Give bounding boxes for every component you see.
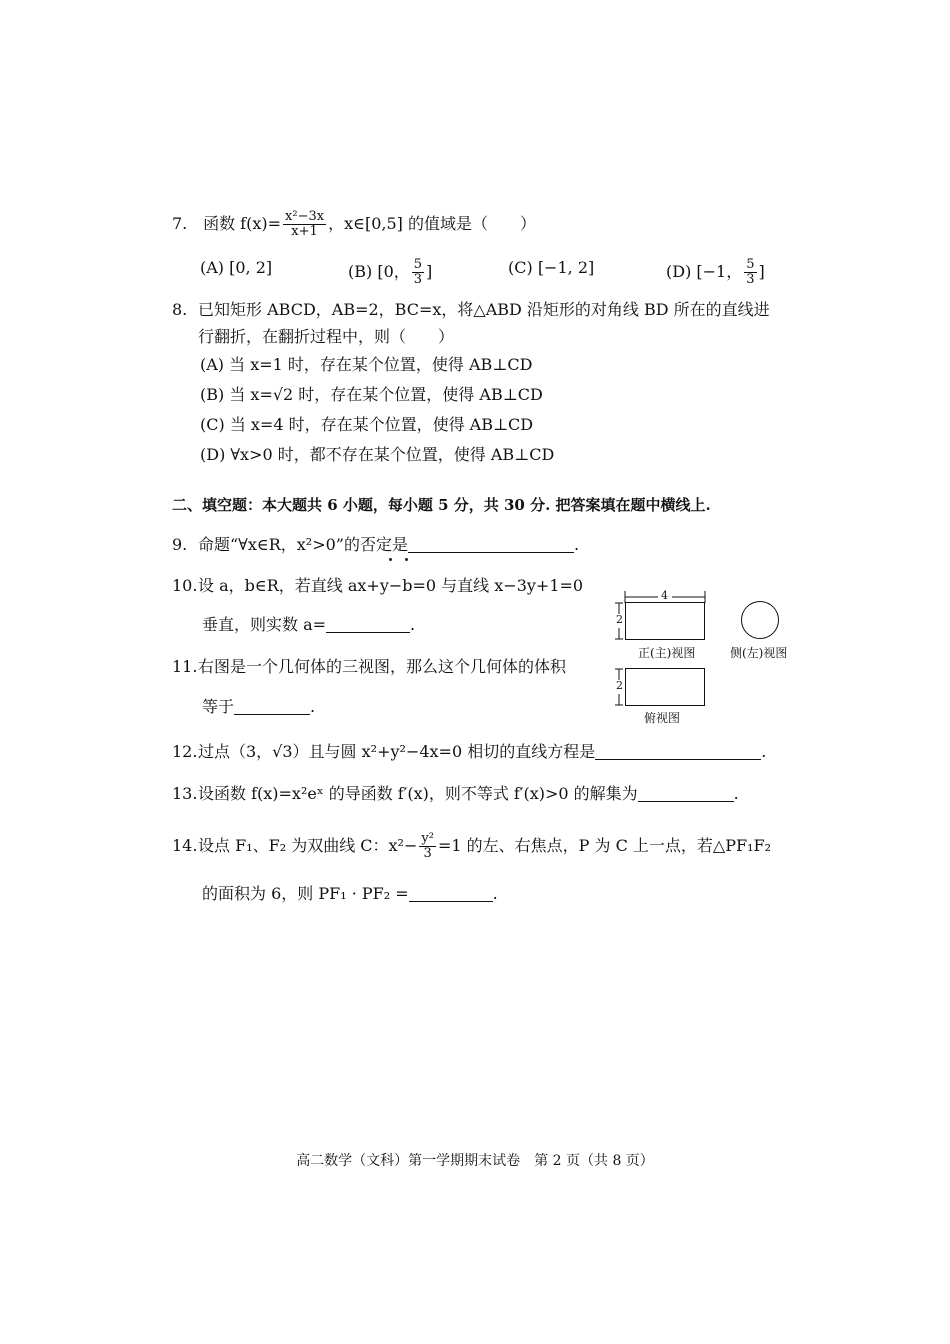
q7-prefix: 函数 f(x)= <box>203 214 282 233</box>
q10-line2-text: 垂直，则实数 a= <box>202 615 327 634</box>
q7-d-fraction <box>744 258 756 287</box>
q10-end: . <box>410 615 416 634</box>
question-number: 10. <box>172 576 198 595</box>
q13-end: . <box>733 784 739 803</box>
answer-blank[interactable] <box>409 885 493 902</box>
q10-line1: 设 a，b∈R，若直线 ax+y−b=0 与直线 x−3y+1=0 <box>198 576 584 595</box>
q13-text: 设函数 f(x)=x²eˣ 的导函数 f′(x)，则不等式 f′(x)>0 的解集为 <box>198 784 638 803</box>
question-number: 14. <box>172 836 198 855</box>
q8-option-c: (C) 当 x=4 时，存在某个位置，使得 AB⊥CD <box>200 415 534 434</box>
q7-fraction <box>283 210 326 239</box>
q8-option-a: (A) 当 x=1 时，存在某个位置，使得 AB⊥CD <box>200 355 533 374</box>
section-heading: 二、填空题：本大题共 6 小题，每小题 5 分，共 30 分. 把答案填在题中横线上. <box>172 496 711 514</box>
q7-b-num: 5 <box>413 257 423 272</box>
emphasis-dot <box>389 558 392 561</box>
q11-line1: 右图是一个几何体的三视图，那么这个几何体的体积 <box>198 657 567 676</box>
q14-fraction <box>419 832 436 861</box>
q12-end: . <box>761 742 767 761</box>
question-8 <box>172 300 770 320</box>
q8-option-b: (B) 当 x=√2 时，存在某个位置，使得 AB⊥CD <box>200 385 543 404</box>
question-number: 11. <box>172 657 198 676</box>
top-view-rectangle <box>625 668 705 706</box>
q8-line2: 行翻折，在翻折过程中，则（ ） <box>198 327 455 346</box>
q7-b-fraction <box>412 258 424 287</box>
q7-option-d <box>666 258 765 287</box>
q7-option-b <box>348 258 432 287</box>
q14-end: . <box>492 884 498 903</box>
question-11 <box>172 657 566 677</box>
answer-blank[interactable] <box>638 785 734 802</box>
q7-d-num: 5 <box>746 257 755 272</box>
q14-line2 <box>202 884 498 904</box>
q9-end: . <box>573 535 580 554</box>
top-view-label: 俯视图 <box>644 711 681 725</box>
side-view-label: 侧(左)视图 <box>730 646 788 660</box>
question-13 <box>172 784 739 804</box>
three-view-figure <box>612 588 812 728</box>
emphasis-dot <box>405 558 408 561</box>
q14-pre: 设点 F₁、F₂ 为双曲线 C：x²− <box>198 836 418 855</box>
question-12 <box>172 742 766 762</box>
q11-line2-text: 等于 <box>202 697 235 716</box>
question-number: 12. <box>172 742 198 761</box>
q8-option-d: (D) ∀x>0 时，都不存在某个位置，使得 AB⊥CD <box>200 445 555 464</box>
q10-line2 <box>202 615 415 635</box>
q7-d-den: 3 <box>746 272 755 287</box>
answer-blank[interactable] <box>326 616 410 633</box>
question-number: 8. <box>172 300 188 319</box>
q7-option-a: (A) [0, 2] <box>200 258 273 277</box>
question-number: 9. <box>172 535 188 554</box>
q7-frac-den: x+1 <box>291 224 318 239</box>
front-view-label: 正(主)视图 <box>638 646 696 660</box>
front-view-rectangle <box>625 602 705 640</box>
q7-b-pre: (B) [0， <box>348 262 410 281</box>
q7-d-pre: (D) [−1， <box>666 262 743 281</box>
front-height-label: 2 <box>616 613 623 626</box>
top-height-label: 2 <box>616 679 623 692</box>
page-footer: 高二数学（文科）第一学期期末试卷 第 2 页（共 8 页） <box>296 1153 654 1169</box>
q9-text: 命题“∀x∈R，x²>0”的否定是 <box>198 535 408 554</box>
q11-line2 <box>202 697 315 717</box>
answer-blank[interactable] <box>234 698 310 715</box>
q8-line1: 已知矩形 ABCD，AB=2，BC=x，将△ABD 沿矩形的对角线 BD 所在的直线进 <box>198 300 770 319</box>
q7-option-c: (C) [−1, 2] <box>508 258 595 277</box>
q7-b-den: 3 <box>413 272 423 287</box>
q12-text: 过点（3，√3）且与圆 x²+y²−4x=0 相切的直线方程是 <box>198 742 596 761</box>
question-number: 7. <box>172 214 188 233</box>
q7-d-post: ] <box>758 262 765 281</box>
question-7 <box>172 210 536 239</box>
question-14 <box>172 832 771 861</box>
question-10 <box>172 576 583 596</box>
answer-blank[interactable] <box>408 536 574 553</box>
q7-b-post: ] <box>426 262 433 281</box>
width-dimension-label: 4 <box>661 589 668 602</box>
q11-end: . <box>310 697 316 716</box>
q14-frac-num: y² <box>421 831 434 846</box>
q7-frac-num: x²−3x <box>285 209 325 224</box>
answer-blank[interactable] <box>595 743 761 760</box>
q14-post: =1 的左、右焦点，P 为 C 上一点，若△PF₁F₂ <box>437 836 771 855</box>
question-number: 13. <box>172 784 198 803</box>
question-9 <box>172 535 579 555</box>
q7-suffix: ，x∈[0,5] 的值域是（ ） <box>328 214 536 233</box>
q14-frac-den: 3 <box>423 846 432 861</box>
q14-line2-text: 的面积为 6，则 PF₁ · PF₂ = <box>202 884 409 903</box>
side-view-circle <box>741 601 779 639</box>
